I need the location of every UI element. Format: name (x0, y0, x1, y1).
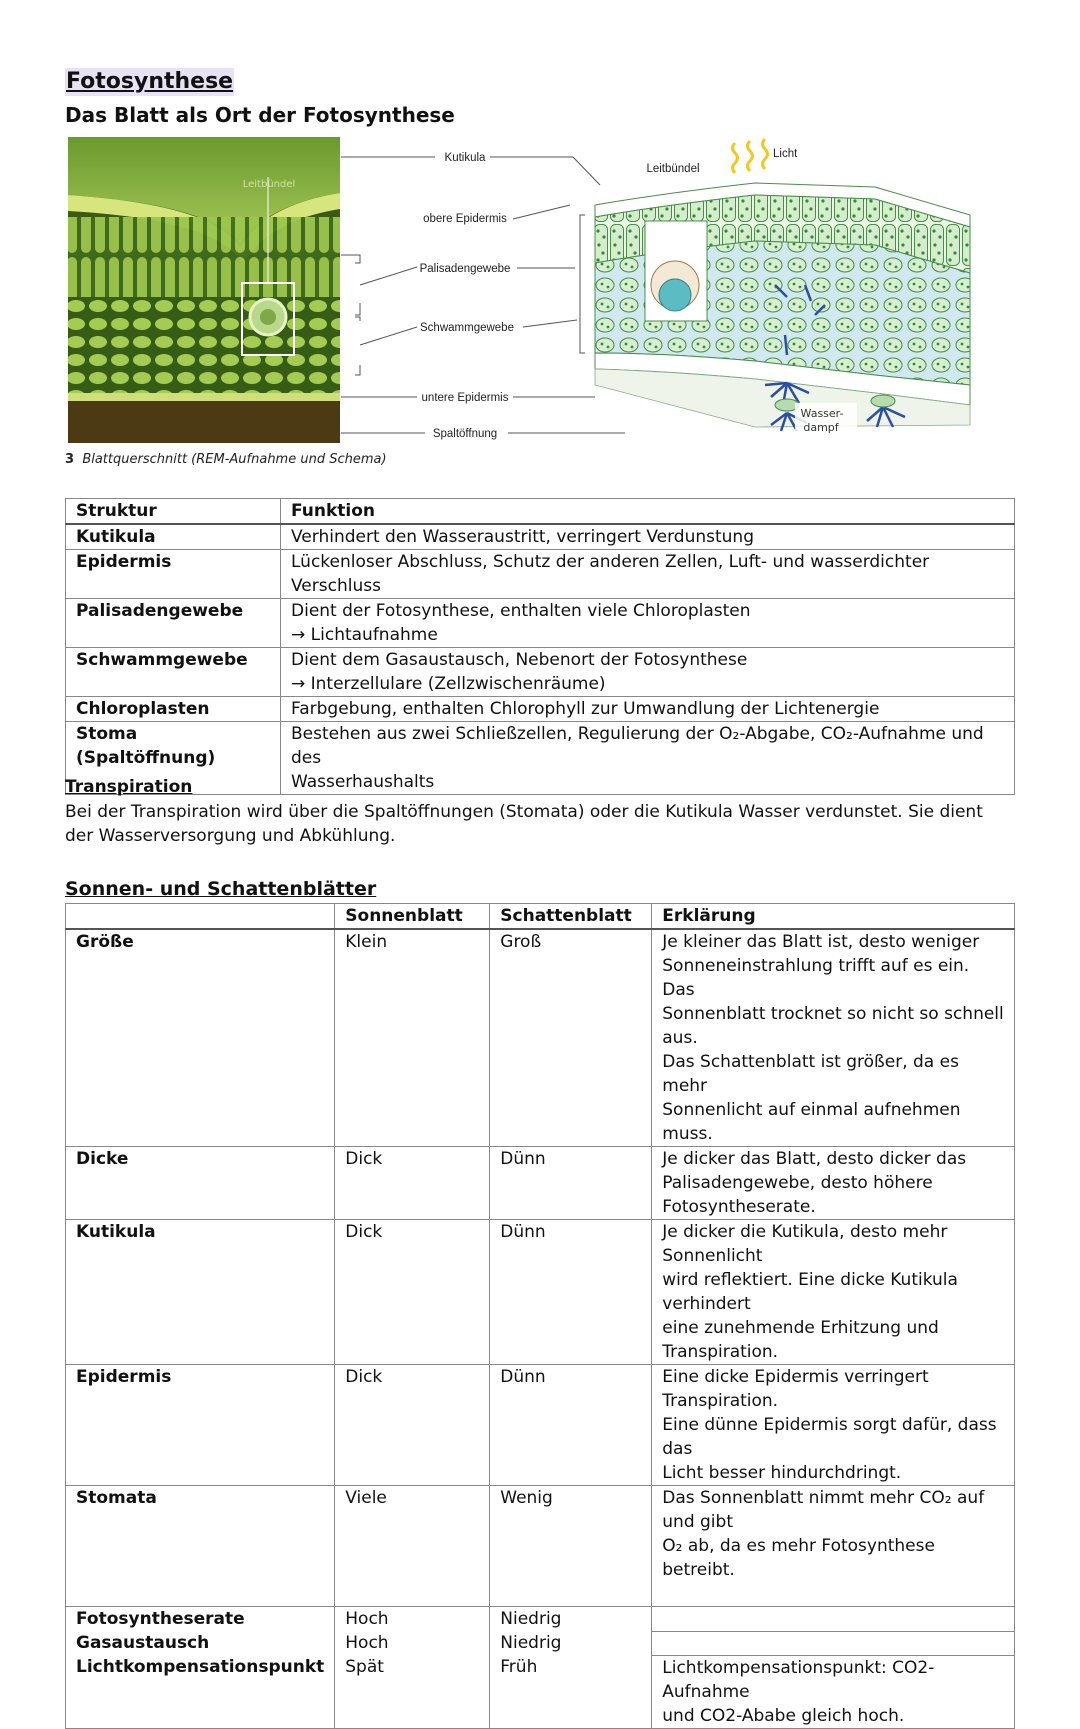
label-palisadengewebe: Palisadengewebe (419, 263, 511, 275)
label-leitbuendel: Leitbündel (646, 163, 700, 175)
struktur-cell: Schwammgewebe (66, 648, 281, 697)
erklaerung-line: Eine dicke Epidermis verringert Transpiration. (662, 1367, 929, 1411)
funktion-line: Wasserhaushalts (291, 772, 435, 792)
merkmal-cell: Lichtkompensationspunkt (66, 1655, 335, 1728)
label-wasserdampf-2: dampf (803, 421, 839, 434)
sonnenblatt-cell: Klein (335, 929, 490, 1147)
rem-photo (68, 137, 340, 443)
funktion-line: Lückenloser Abschluss, Schutz der anderen Zellen, Luft- und wasserdichter Verschluss (291, 552, 930, 596)
erklaerung-line: Licht besser hindurchdringt. (662, 1463, 902, 1483)
erklaerung-cell (652, 1655, 1015, 1728)
erklaerung-cell (652, 1147, 1015, 1220)
erklaerung-cell (652, 1486, 1015, 1607)
erklaerung-line: wird reflektiert. Eine dicke Kutikula verhindert (662, 1270, 958, 1314)
table-row (66, 550, 1015, 599)
photo-leitbuendel-label: Leitbündel (242, 179, 296, 190)
header-funktion: Funktion (281, 499, 1015, 525)
schattenblatt-cell: Groß (490, 929, 652, 1147)
sonnenblatt-cell: Dick (335, 1220, 490, 1365)
sonnenblatt-cell: Hoch (335, 1607, 490, 1632)
header-schattenblatt: Schattenblatt (490, 904, 652, 930)
label-licht: Licht (773, 148, 798, 160)
label-untere-epidermis: untere Epidermis (421, 392, 509, 404)
erklaerung-line: O₂ ab, da es mehr Fotosynthese betreibt. (662, 1536, 935, 1580)
label-kutikula: Kutikula (444, 152, 486, 164)
struktur-cell: Stoma (Spaltöffnung) (66, 722, 281, 795)
erklaerung-cell (652, 929, 1015, 1147)
table-row (66, 1655, 1015, 1728)
schattenblatt-cell: Niedrig (490, 1631, 652, 1655)
funktion-cell (281, 599, 1015, 648)
erklaerung-line: Sonnenlicht auf einmal aufnehmen muss. (662, 1100, 961, 1144)
table-row (66, 929, 1015, 1147)
merkmal-cell: Stomata (66, 1486, 335, 1607)
caption-text: Blattquerschnitt (REM-Aufnahme und Schema) (82, 452, 387, 467)
merkmal-cell: Epidermis (66, 1365, 335, 1486)
table-row (66, 1147, 1015, 1220)
funktion-cell (281, 697, 1015, 722)
schattenblatt-cell: Dünn (490, 1365, 652, 1486)
funktion-line: → Interzellulare (Zellzwischenräume) (291, 674, 606, 694)
transpiration-text: Bei der Transpiration wird über die Spaltöffnungen (Stomata) oder die Kutikula Wasser verdunstet. Sie dient der Wasserversorgung und Abkühlung. (65, 802, 983, 846)
label-spaltoeffnung: Spaltöffnung (432, 428, 498, 440)
erklaerung-cell (652, 1365, 1015, 1486)
erklaerung-cell (652, 1631, 1015, 1655)
leaf-schema (595, 139, 970, 439)
table-row (66, 1631, 1015, 1655)
table-header-row (66, 499, 1015, 525)
merkmal-cell: Dicke (66, 1147, 335, 1220)
funktion-line: Bestehen aus zwei Schließzellen, Regulierung der O₂-Abgabe, CO₂-Aufnahme und des (291, 724, 984, 768)
section-heading-transpiration: Transpiration (65, 777, 193, 797)
erklaerung-line: Lichtkompensationspunkt: CO2-Aufnahme (662, 1657, 935, 1702)
funktion-line: Dient dem Gasaustausch, Nebenort der Fotosynthese (291, 650, 748, 670)
erklaerung-line: Je dicker das Blatt, desto dicker das (662, 1149, 967, 1169)
erklaerung-line: Je kleiner das Blatt ist, desto weniger (662, 932, 980, 952)
caption-number: 3 (65, 452, 75, 467)
table-header-row (66, 904, 1015, 930)
funktion-cell (281, 648, 1015, 697)
leaf-cross-section-figure (65, 135, 975, 450)
sun-shade-leaf-table (65, 903, 1015, 1729)
funktion-cell (281, 550, 1015, 599)
header-empty (66, 904, 335, 930)
table-row (66, 1486, 1015, 1607)
erklaerung-line: Sonneneinstrahlung trifft auf es ein. Das (662, 956, 970, 1000)
erklaerung-line: Fotosyntheserate. (662, 1197, 816, 1217)
funktion-line: → Lichtaufnahme (291, 625, 438, 645)
erklaerung-line: Je dicker die Kutikula, desto mehr Sonnenlicht (662, 1222, 948, 1266)
erklaerung-line: Transpiration. (662, 1342, 779, 1362)
label-wasserdampf-1: Wasser- (800, 407, 844, 420)
struktur-cell: Epidermis (66, 550, 281, 599)
erklaerung-line: Das Sonnenblatt nimmt mehr CO₂ auf und gibt (662, 1488, 985, 1532)
sonnenblatt-cell: Hoch (335, 1631, 490, 1655)
schattenblatt-cell: Dünn (490, 1147, 652, 1220)
table-row (66, 1220, 1015, 1365)
erklaerung-line: eine zunehmende Erhitzung und (662, 1318, 939, 1338)
erklaerung-cell (652, 1607, 1015, 1632)
struktur-cell: Chloroplasten (66, 697, 281, 722)
section-heading-sonnen-schattenblaetter: Sonnen- und Schattenblätter (65, 878, 377, 900)
erklaerung-line (662, 1582, 1004, 1606)
page-subtitle: Das Blatt als Ort der Fotosynthese (65, 103, 455, 127)
label-obere-epidermis: obere Epidermis (423, 213, 507, 225)
schattenblatt-cell: Wenig (490, 1486, 652, 1607)
funktion-line: Dient der Fotosynthese, enthalten viele Chloroplasten (291, 601, 751, 621)
erklaerung-line: Palisadengewebe, desto höhere (662, 1173, 933, 1193)
table-row (66, 1607, 1015, 1632)
erklaerung-line: und CO2-Ababe gleich hoch. (662, 1705, 905, 1726)
merkmal-cell: Gasaustausch (66, 1631, 335, 1655)
schattenblatt-cell: Früh (490, 1655, 652, 1728)
erklaerung-line: Sonnenblatt trocknet so nicht so schnell aus. (662, 1004, 1004, 1048)
sonnenblatt-cell: Spät (335, 1655, 490, 1728)
merkmal-cell: Kutikula (66, 1220, 335, 1365)
merkmal-cell: Fotosyntheserate (66, 1607, 335, 1632)
table-row (66, 1365, 1015, 1486)
struktur-cell: Palisadengewebe (66, 599, 281, 648)
erklaerung-line: Eine dünne Epidermis sorgt dafür, dass das (662, 1415, 997, 1459)
page-title: Fotosynthese (66, 69, 234, 94)
label-schwammgewebe: Schwammgewebe (420, 322, 514, 334)
funktion-cell (281, 722, 1015, 795)
funktion-line: Verhindert den Wasseraustritt, verringert Verdunstung (291, 527, 755, 547)
table-row (66, 722, 1015, 795)
structure-function-table (65, 498, 1015, 795)
sonnenblatt-cell: Viele (335, 1486, 490, 1607)
table-row (66, 697, 1015, 722)
header-sonnenblatt: Sonnenblatt (335, 904, 490, 930)
schattenblatt-cell: Niedrig (490, 1607, 652, 1632)
erklaerung-cell (652, 1220, 1015, 1365)
header-struktur: Struktur (66, 499, 281, 525)
struktur-cell: Kutikula (66, 524, 281, 550)
funktion-line: Farbgebung, enthalten Chlorophyll zur Umwandlung der Lichtenergie (291, 699, 880, 719)
sonnenblatt-cell: Dick (335, 1147, 490, 1220)
table-row (66, 648, 1015, 697)
header-erklaerung: Erklärung (652, 904, 1015, 930)
sonnenblatt-cell: Dick (335, 1365, 490, 1486)
table-row (66, 524, 1015, 550)
schattenblatt-cell: Dünn (490, 1220, 652, 1365)
merkmal-cell: Größe (66, 929, 335, 1147)
erklaerung-line: Das Schattenblatt ist größer, da es mehr (662, 1052, 959, 1096)
figure-caption (65, 452, 387, 467)
table-row (66, 599, 1015, 648)
funktion-cell (281, 524, 1015, 550)
